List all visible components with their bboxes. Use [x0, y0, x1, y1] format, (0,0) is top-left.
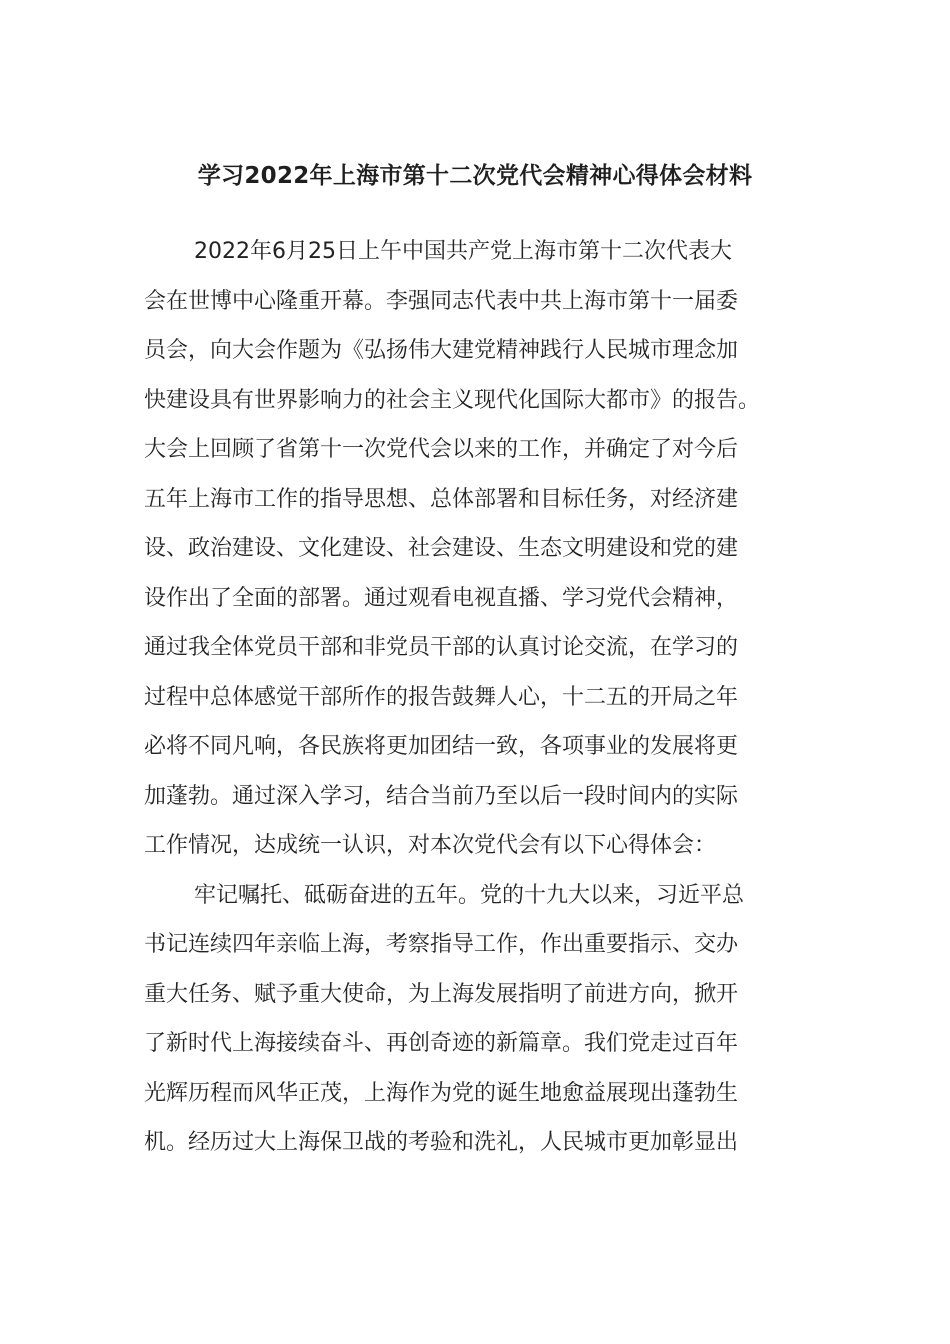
paragraph-line: 快建设具有世界影响力的社会主义现代化国际大都市》的报告。	[144, 387, 761, 413]
paragraph-line: 设、政治建设、文化建设、社会建设、生态文明建设和党的建	[144, 536, 739, 561]
paragraph-line: 机。经历过大上海保卫战的考验和洗礼，人民城市更加彰显出	[144, 1130, 739, 1155]
document-body	[144, 227, 814, 1168]
paragraph-line: 加蓬勃。通过深入学习，结合当前乃至以后一段时间内的实际	[144, 783, 739, 809]
paragraph-line: 牢记嘱托、砥砺奋进的五年。党的十九大以来，习近平总	[194, 882, 745, 908]
paragraph-1	[144, 227, 814, 871]
paragraph-line: 大会上回顾了省第十一次党代会以来的工作，并确定了对今后	[144, 437, 739, 462]
paragraph-line: 过程中总体感觉干部所作的报告鼓舞人心，十二五的开局之年	[144, 684, 739, 710]
paragraph-line: 通过我全体党员干部和非党员干部的认真讨论交流，在学习的	[144, 635, 739, 660]
paragraph-line: 工作情况，达成统一认识，对本次党代会有以下心得体会：	[144, 833, 717, 858]
paragraph-line: 员会，向大会作题为《弘扬伟大建党精神践行人民城市理念加	[144, 338, 739, 363]
paragraph-line: 设作出了全面的部署。通过观看电视直播、学习党代会精神，	[144, 585, 739, 611]
paragraph-line: 书记连续四年亲临上海，考察指导工作，作出重要指示、交办	[144, 932, 739, 957]
paragraph-line: 会在世博中心隆重开幕。李强同志代表中共上海市第十一届委	[144, 288, 739, 314]
paragraph-line: 光辉历程而风华正茂，上海作为党的诞生地愈益展现出蓬勃生	[144, 1080, 739, 1106]
document-title: 学习2022年上海市第十二次党代会精神心得体会材料	[197, 163, 753, 189]
paragraph-line: 必将不同凡响，各民族将更加团结一致，各项事业的发展将更	[144, 734, 739, 759]
paragraph-line: 重大任务、赋予重大使命，为上海发展指明了前进方向，掀开	[144, 981, 739, 1007]
paragraph-line: 五年上海市工作的指导思想、总体部署和目标任务，对经济建	[144, 486, 739, 512]
paragraph-line: 2022年6月25日上午中国共产党上海市第十二次代表大	[194, 239, 732, 264]
paragraph-line: 了新时代上海接续奋斗、再创奇迹的新篇章。我们党走过百年	[144, 1031, 739, 1056]
paragraph-2	[144, 871, 814, 1168]
